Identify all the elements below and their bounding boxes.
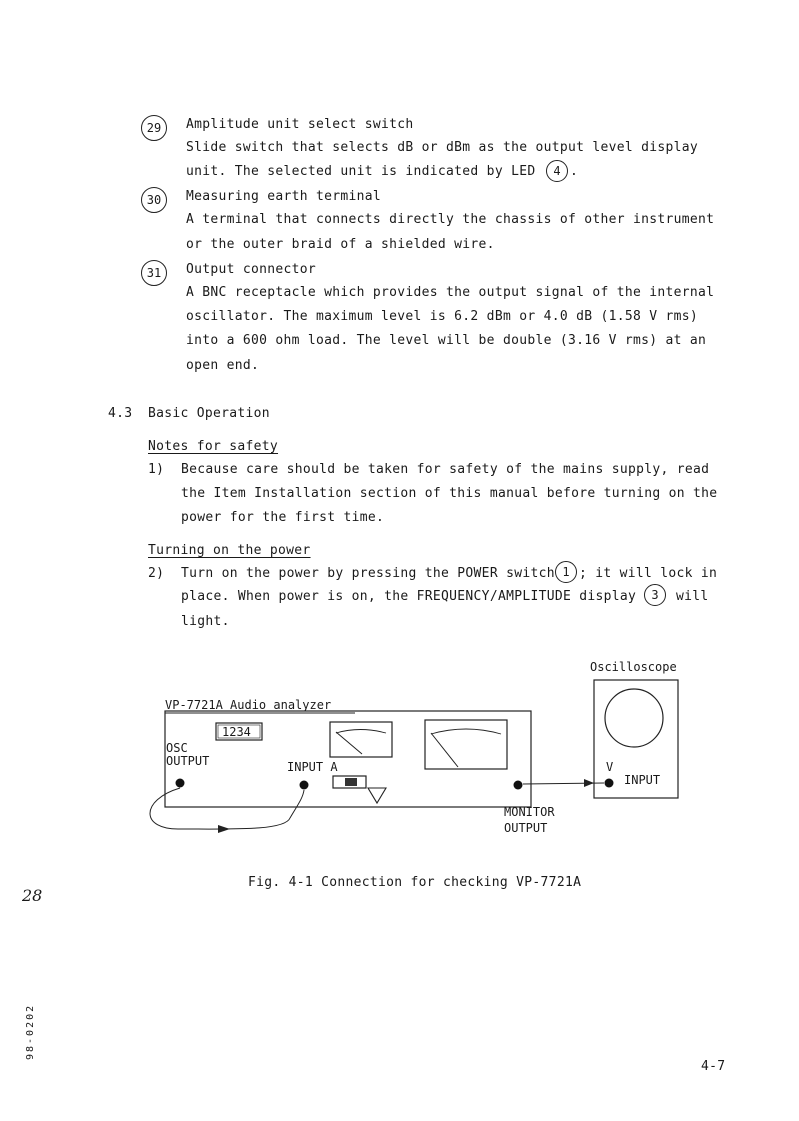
osc-to-input-arrow <box>218 825 230 833</box>
item-text-line: or the outer braid of a shielded wire. <box>186 237 495 252</box>
power-text-line: place. When power is on, the FREQUENCY/AMPLITUDE display <box>181 589 637 604</box>
input-a-selector-knob <box>345 778 357 786</box>
oscilloscope-input-label: INPUT <box>624 773 661 787</box>
frequency-display-value: 1234 <box>222 725 251 739</box>
power-text-line: Turn on the power by pressing the POWER switch <box>181 566 555 581</box>
figure-caption: Fig. 4-1 Connection for checking VP-7721A <box>248 875 582 890</box>
level-meter-small <box>330 722 392 757</box>
oscilloscope-input-connector <box>605 779 614 788</box>
step-number: 1) <box>148 462 165 477</box>
power-heading: Turning on the power <box>148 543 311 558</box>
sentence-period: . <box>570 164 579 179</box>
item-text-line: A BNC receptacle which provides the output signal of the internal <box>186 285 715 300</box>
power-switch-reference-circle: 1 <box>555 561 577 583</box>
page-number: 4-7 <box>701 1059 726 1074</box>
power-text-line: ; it will lock in <box>579 566 718 581</box>
safety-text-line: power for the first time. <box>181 510 385 525</box>
analyzer-body <box>165 711 531 807</box>
analyzer-label: VP-7721A Audio analyzer <box>165 698 332 712</box>
safety-heading: Notes for safety <box>148 439 279 454</box>
osc-output-label-line2: OUTPUT <box>166 754 210 768</box>
level-meter-large <box>425 720 507 769</box>
level-meter-small-needle <box>336 732 362 754</box>
item-text-line: A terminal that connects directly the chassis of other instrument <box>186 212 715 227</box>
safety-text-line: Because care should be taken for safety of the mains supply, read <box>181 462 710 477</box>
handwritten-page-number: 28 <box>22 886 43 905</box>
item-title: Measuring earth terminal <box>186 189 382 204</box>
level-meter-small-scale <box>336 730 386 734</box>
led-reference-circle: 4 <box>546 160 568 182</box>
oscilloscope-v-label: V <box>606 760 614 774</box>
item-text-line: open end. <box>186 358 260 373</box>
item-title: Amplitude unit select switch <box>186 117 414 132</box>
safety-text-line: the Item Installation section of this manual before turning on the <box>181 486 718 501</box>
earth-symbol <box>368 788 386 803</box>
item-text-line: into a 600 ohm load. The level will be double (3.16 V rms) at an <box>186 333 707 348</box>
input-a-label: INPUT A <box>287 760 338 774</box>
section-title: Basic Operation <box>148 406 270 421</box>
item-title: Output connector <box>186 262 317 277</box>
osc-output-connector <box>176 779 185 788</box>
oscilloscope-label: Oscilloscope <box>590 660 677 674</box>
side-stamp-number: 98-0202 <box>25 1003 36 1060</box>
item-number-circle: 29 <box>141 115 167 141</box>
monitor-to-scope-arrow <box>584 779 594 787</box>
item-text-line: unit. The selected unit is indicated by LED <box>186 164 536 179</box>
osc-to-input-cable <box>150 788 304 829</box>
monitor-output-label-line2: OUTPUT <box>504 821 548 835</box>
power-text-line: will <box>676 589 709 604</box>
input-a-connector <box>300 781 309 790</box>
level-meter-large-needle <box>431 733 458 767</box>
display-reference-circle: 3 <box>644 584 666 606</box>
monitor-output-label-line1: MONITOR <box>504 805 555 819</box>
power-text-line: light. <box>181 614 230 629</box>
oscilloscope-screen <box>605 689 663 747</box>
level-meter-large-scale <box>431 729 501 734</box>
monitor-output-connector <box>514 781 523 790</box>
item-number-circle: 31 <box>141 260 167 286</box>
step-number: 2) <box>148 566 165 581</box>
item-text-line: Slide switch that selects dB or dBm as the output level display <box>186 140 698 155</box>
osc-output-label-line1: OSC <box>166 741 188 755</box>
item-number-circle: 30 <box>141 187 167 213</box>
item-text-line: oscillator. The maximum level is 6.2 dBm or 4.0 dB (1.58 V rms) <box>186 309 698 324</box>
section-number: 4.3 <box>108 406 133 421</box>
